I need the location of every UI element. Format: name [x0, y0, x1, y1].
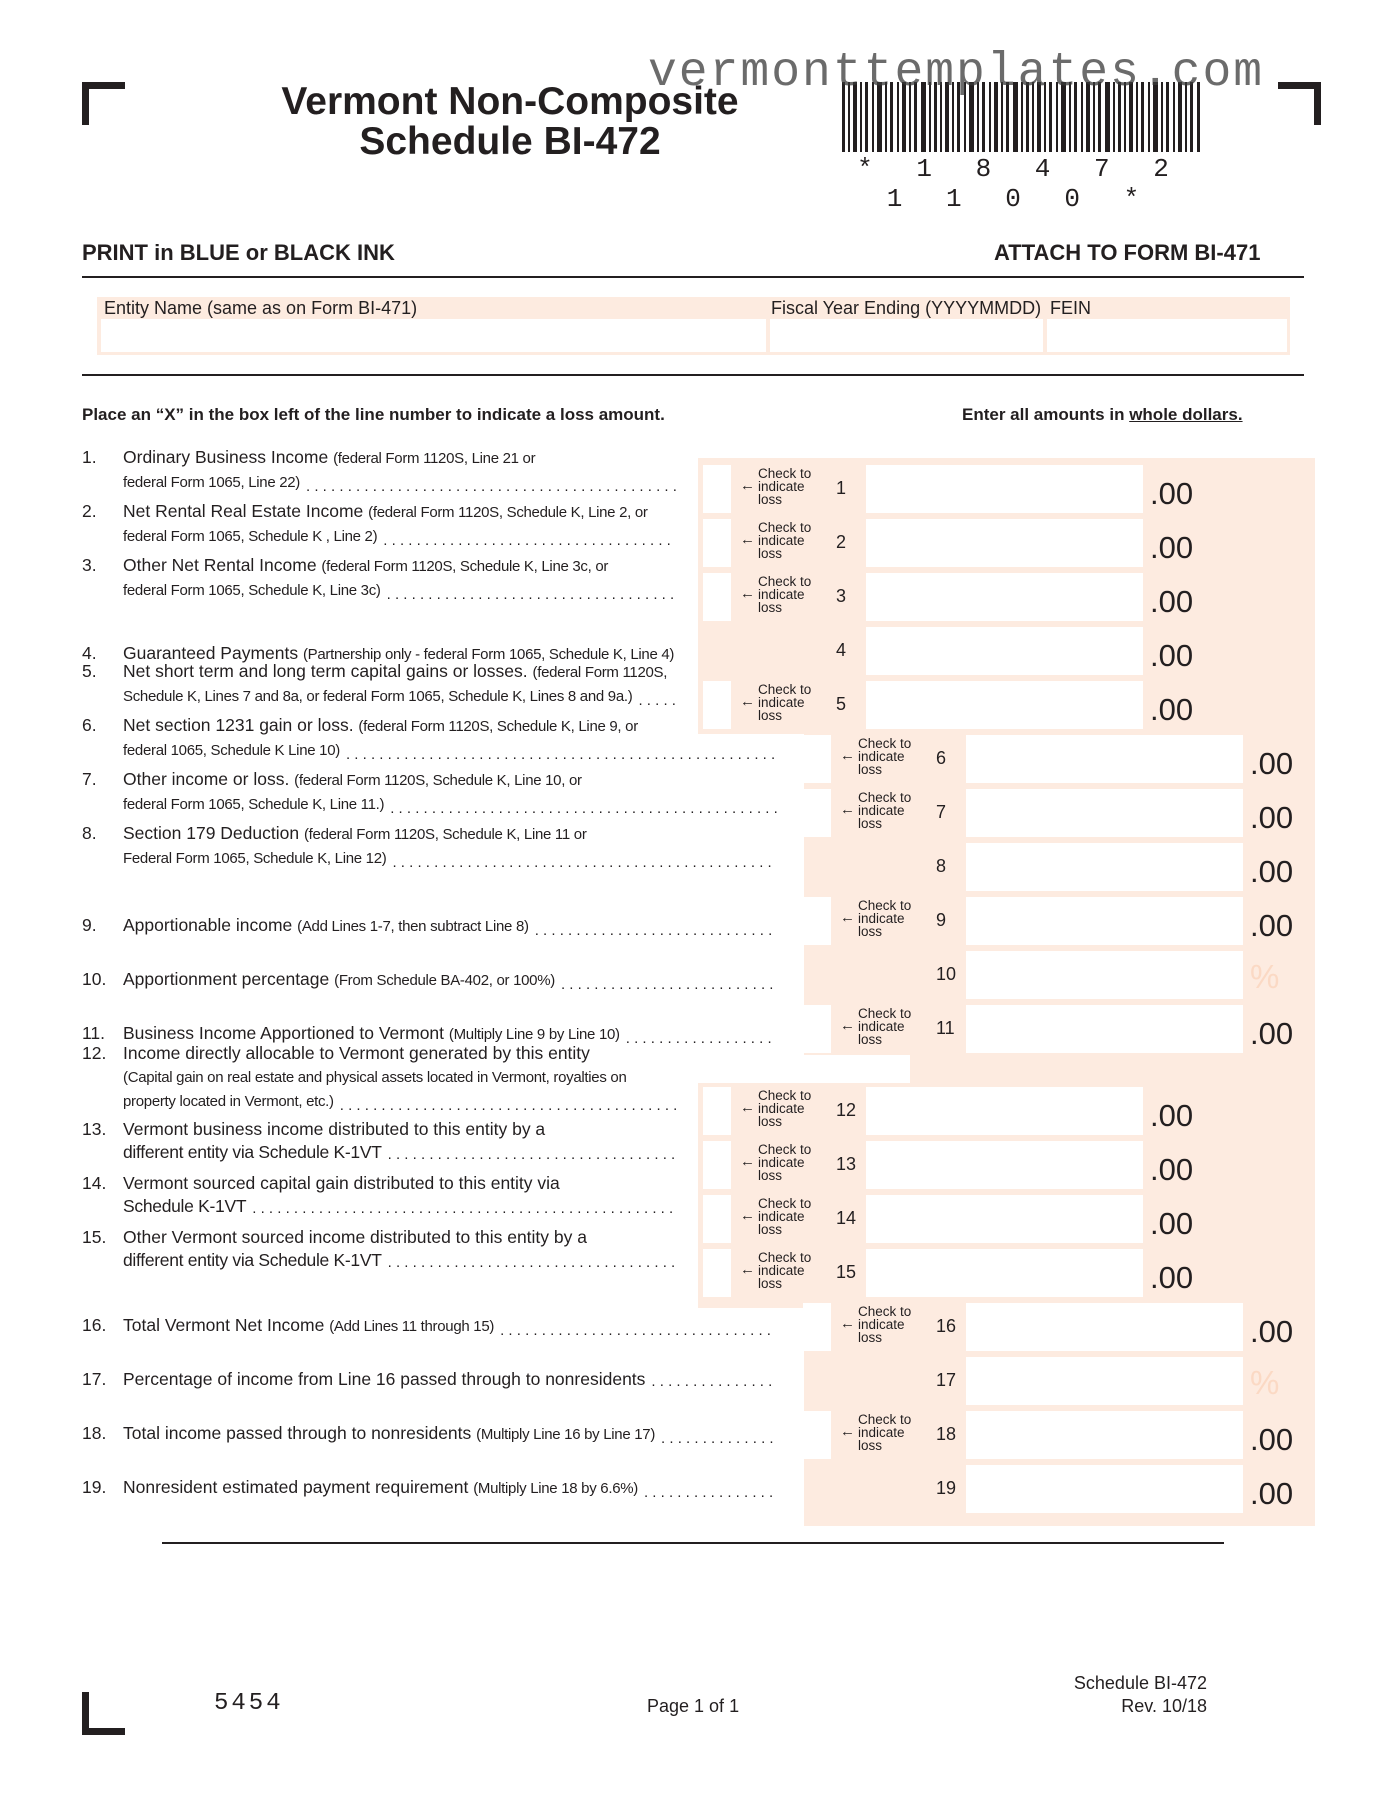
line-number: 9. — [82, 915, 97, 935]
corner-mark-top-right — [1278, 82, 1321, 125]
amount-line-number: 5 — [836, 694, 847, 714]
line-number: 16. — [82, 1315, 107, 1335]
check-loss-text: Check to indicate loss — [858, 898, 912, 939]
line-reference-note: (Multiply Line 18 by 6.6%) — [473, 1480, 638, 1497]
left-arrow-icon: ← — [840, 1315, 855, 1332]
line-number: 5. — [82, 661, 97, 681]
left-arrow-icon: ← — [840, 909, 855, 926]
leader-dots: . . . . . . . . . . . . . . . . . . . . . . . . . . . . . . . . . . . . . . . . . . . . . . . — [390, 800, 778, 817]
line-description — [123, 1422, 655, 1446]
line-main-text: Other Vermont sourced income distributed to this entity by a — [123, 1227, 587, 1247]
line-number: 13. — [82, 1119, 107, 1139]
amount-line-number: 6 — [936, 748, 947, 768]
cents-suffix: .00 — [1250, 746, 1294, 781]
amount-line-number: 1 — [836, 478, 847, 498]
amount-field-12[interactable] — [866, 1087, 1143, 1135]
form-title-line1: Vermont Non-Composite — [281, 80, 739, 123]
watermark-text: vermonttemplates.com — [648, 46, 1265, 100]
amount-field-1[interactable] — [866, 465, 1143, 513]
check-loss-text: Check to indicate loss — [758, 1196, 812, 1237]
amount-field-10[interactable] — [966, 951, 1243, 999]
line-reference-note: (From Schedule BA-402, or 100%) — [334, 972, 555, 989]
leader-dots: . . . . . . . . . . . . . . . . . . . . . . . . . . . . . . . . . — [500, 1322, 771, 1339]
line-reference-note: (federal Form 1120S, Schedule K, Line 2, or — [368, 504, 648, 521]
check-loss-text: Check to indicate loss — [858, 736, 912, 777]
cents-suffix: .00 — [1150, 476, 1194, 511]
loss-checkbox-3[interactable] — [703, 573, 731, 621]
attach-instruction: ATTACH TO FORM BI-471 — [994, 240, 1261, 265]
amount-line-number: 12 — [836, 1100, 857, 1120]
leader-dots: . . . . . . . . . . . . . . . . . . . . . . . . . . . . . . . . . . . . . . . . . — [339, 1097, 678, 1114]
left-arrow-icon: ← — [840, 1017, 855, 1034]
line-description — [123, 1476, 638, 1500]
entity-name-field[interactable] — [101, 319, 766, 352]
line-continuation: federal Form 1065, Line 22) — [123, 474, 301, 491]
line-reference-note: (Multiply Line 9 by Line 10) — [448, 1026, 620, 1043]
amount-field-17[interactable] — [966, 1357, 1243, 1405]
leader-dots: . . . . . . . . . . . . . . . . . . . . . . . . . . . . . . . . . . . . . . . . . . . . . . . . . . . . — [345, 746, 776, 763]
fein-field[interactable] — [1047, 319, 1287, 352]
loss-checkbox-15[interactable] — [703, 1249, 731, 1297]
amount-field-6[interactable] — [966, 735, 1243, 783]
amount-column-shade-link — [910, 1050, 1315, 1085]
amount-field-19[interactable] — [966, 1465, 1243, 1513]
line-number: 19. — [82, 1477, 107, 1497]
whole-dollars-prefix: Enter all amounts in — [962, 405, 1130, 424]
line-reference-note: (federal Form 1120S, Schedule K, Line 9, or — [358, 718, 638, 735]
corner-mark-top-left — [82, 82, 125, 125]
line-continuation: federal Form 1065, Schedule K, Line 3c) — [123, 582, 381, 599]
line-reference-note: (federal Form 1120S, Line 21 or — [333, 450, 536, 467]
check-loss-text: Check to indicate loss — [858, 790, 912, 831]
form-code: 5454 — [214, 1690, 284, 1717]
schedule-name: Schedule BI-472 — [1073, 1673, 1207, 1693]
amount-line-number: 7 — [936, 802, 947, 822]
check-loss-text: Check to indicate loss — [858, 1412, 912, 1453]
amount-field-16[interactable] — [966, 1303, 1243, 1351]
left-arrow-icon: ← — [740, 1153, 755, 1170]
line-number: 4. — [82, 643, 97, 663]
check-loss-text: Check to indicate loss — [858, 1304, 912, 1345]
left-arrow-icon: ← — [840, 1423, 855, 1440]
percent-sign: % — [1250, 1364, 1280, 1401]
amount-line-number: 10 — [936, 964, 957, 984]
left-arrow-icon: ← — [740, 1207, 755, 1224]
line-continuation: federal Form 1065, Schedule K, Line 11.) — [123, 796, 385, 813]
line-reference-note: (federal Form 1120S, Schedule K, Line 10, or — [294, 772, 582, 789]
amount-line-number: 2 — [836, 532, 847, 552]
line-continuation: different entity via Schedule K-1VT — [123, 1142, 382, 1162]
amount-line-number: 4 — [836, 640, 847, 660]
leader-dots: . . . . . . . . . . . . . . . . . . . . . . . . . . . . . . . . . . . . . . . . . . . . . — [306, 478, 677, 495]
line-number: 17. — [82, 1369, 107, 1389]
line-continuation: Schedule K, Lines 7 and 8a, or federal Form 1065, Schedule K, Lines 8 and 9a.) — [123, 688, 633, 705]
entity-name-label: Entity Name (same as on Form BI-471) — [104, 298, 418, 318]
line-reference-note: (Add Lines 11 through 15) — [329, 1318, 495, 1335]
fiscal-year-label: Fiscal Year Ending (YYYYMMDD) — [771, 298, 1042, 318]
leader-dots: . . . . . . . . . . . . . . . . . . . . . . . . . . . . . — [534, 922, 773, 939]
form-title-line2: Schedule BI-472 — [359, 120, 661, 163]
amount-line-number: 15 — [836, 1262, 857, 1282]
line-main-text: Section 179 Deduction — [123, 823, 304, 843]
line-number: 2. — [82, 501, 97, 521]
line-number: 11. — [82, 1023, 106, 1043]
amount-line-number: 11 — [936, 1018, 955, 1038]
leader-dots: . . . . . . . . . . . . . . . . . . . . . . . . . . . . . . . . . . . — [387, 1146, 676, 1163]
line-continuation: federal 1065, Schedule K Line 10) — [123, 742, 340, 759]
amount-field-15[interactable] — [866, 1249, 1143, 1297]
line-main-text: Apportionable income — [123, 915, 298, 935]
loss-checkbox-9[interactable] — [803, 897, 831, 945]
amount-field-9[interactable] — [966, 897, 1243, 945]
cents-suffix: .00 — [1250, 1314, 1294, 1349]
leader-dots: . . . . . . . . . . . . . . . . . . . . . . . . . . . . . . . . . . . — [383, 532, 671, 549]
revision-date: Rev. 10/18 — [1121, 1696, 1207, 1716]
check-loss-text: Check to indicate loss — [758, 574, 812, 615]
print-instruction: PRINT in BLUE or BLACK INK — [82, 240, 395, 265]
line-continuation: (Capital gain on real estate and physical assets located in Vermont, royalties on — [123, 1069, 627, 1086]
amount-line-number: 16 — [936, 1316, 957, 1336]
leader-dots: . . . . . . . . . . . . . . . . . . . . . . . . . . . . . . . . . . . . . . . . . . . . . . . . . . . — [252, 1200, 674, 1217]
left-arrow-icon: ← — [740, 477, 755, 494]
line-main-text: Nonresident estimated payment requirement — [123, 1477, 474, 1497]
cents-suffix: .00 — [1150, 692, 1194, 727]
line-main-text: Total Vermont Net Income — [123, 1315, 330, 1335]
loss-checkbox-18[interactable] — [803, 1411, 831, 1459]
line-main-text: Other Net Rental Income — [123, 555, 322, 575]
amount-field-13[interactable] — [866, 1141, 1143, 1189]
line-main-text: Total income passed through to nonresidents — [123, 1423, 477, 1443]
line-main-text: Vermont business income distributed to this entity by a — [123, 1119, 546, 1139]
check-loss-text: Check to indicate loss — [758, 466, 812, 507]
amount-line-number: 9 — [936, 910, 947, 930]
left-arrow-icon: ← — [740, 531, 755, 548]
amount-field-2[interactable] — [866, 519, 1143, 567]
left-arrow-icon: ← — [740, 693, 755, 710]
line-number: 6. — [82, 715, 97, 735]
form-line-8 — [82, 822, 902, 892]
line-main-text: Net section 1231 gain or loss. — [123, 715, 359, 735]
left-arrow-icon: ← — [840, 747, 855, 764]
header-rule — [82, 276, 1304, 278]
amount-line-number: 19 — [936, 1478, 957, 1498]
line-number: 15. — [82, 1227, 107, 1247]
line-main-text: Other income or loss. — [123, 769, 295, 789]
leader-dots: . . . . . . . . . . . . . . . . . . — [625, 1030, 772, 1047]
leader-dots: . . . . . . . . . . . . . . . . — [643, 1484, 774, 1501]
line-number: 10. — [82, 969, 107, 989]
leader-dots: . . . . . . . . . . . . . . . — [651, 1373, 773, 1390]
line-continuation: Schedule K-1VT — [123, 1196, 247, 1216]
check-loss-text: Check to indicate loss — [758, 1142, 812, 1183]
line-main-text: Net Rental Real Estate Income — [123, 501, 369, 521]
line-main-text: Income directly allocable to Vermont generated by this entity — [123, 1043, 590, 1063]
amount-line-number: 8 — [936, 856, 947, 876]
amount-line-number: 17 — [936, 1370, 957, 1390]
line-number: 1. — [82, 447, 97, 467]
cents-suffix: .00 — [1250, 1422, 1294, 1457]
amount-line-number: 3 — [836, 586, 847, 606]
page-number: Page 1 of 1 — [647, 1696, 740, 1716]
cents-suffix: .00 — [1150, 1098, 1194, 1133]
line-continuation-2: property located in Vermont, etc.) — [123, 1093, 334, 1110]
check-loss-text: Check to indicate loss — [758, 1088, 812, 1129]
line-main-text: Guaranteed Payments — [123, 643, 303, 663]
amount-field-7[interactable] — [966, 789, 1243, 837]
line-description — [123, 914, 529, 938]
amount-field-18[interactable] — [966, 1411, 1243, 1459]
leader-dots: . . . . . . . . . . . . . . . . . . . . . . . . . . . . . . . . . . . — [387, 1254, 676, 1271]
amount-field-5[interactable] — [866, 681, 1143, 729]
line-reference-note: (federal Form 1120S, — [532, 664, 668, 681]
amount-field-4[interactable] — [866, 627, 1143, 675]
line-number: 7. — [82, 769, 97, 789]
cents-suffix: .00 — [1150, 1152, 1194, 1187]
cents-suffix: .00 — [1250, 800, 1294, 835]
line-main-text: Vermont sourced capital gain distributed to this entity via — [123, 1173, 560, 1193]
check-loss-text: Check to indicate loss — [758, 520, 812, 561]
line-reference-note: (federal Form 1120S, Schedule K, Line 11 or — [303, 826, 587, 843]
cents-suffix: .00 — [1150, 1206, 1194, 1241]
leader-dots: . . . . . . . . . . . . . . . . . . . . . . . . . . . . . . . . . . . — [386, 586, 675, 603]
cents-suffix: .00 — [1250, 1476, 1294, 1511]
corner-mark-bottom-left — [82, 1692, 125, 1735]
whole-dollars-emphasis: whole dollars. — [1129, 405, 1243, 424]
line-continuation: Federal Form 1065, Schedule K, Line 12) — [123, 850, 387, 867]
line-main-text: Ordinary Business Income — [123, 447, 334, 467]
amount-field-11[interactable] — [966, 1005, 1243, 1053]
line-reference-note: (Multiply Line 16 by Line 17) — [476, 1426, 656, 1443]
cents-suffix: .00 — [1150, 638, 1194, 673]
left-arrow-icon: ← — [740, 1099, 755, 1116]
cents-suffix: .00 — [1150, 1260, 1194, 1295]
barcode-number: * 1 8 4 7 2 1 1 0 0 * — [857, 154, 1183, 214]
line-continuation: federal Form 1065, Schedule K , Line 2) — [123, 528, 378, 545]
line-number: 12. — [82, 1043, 107, 1063]
leader-dots: . . . . . . . . . . . . . . — [661, 1430, 774, 1447]
amount-field-14[interactable] — [866, 1195, 1143, 1243]
loss-checkbox-16[interactable] — [803, 1303, 831, 1351]
line-main-text: Percentage of income from Line 16 passed through to nonresidents — [123, 1369, 646, 1389]
amount-field-8[interactable] — [966, 843, 1243, 891]
line-description — [123, 968, 555, 992]
amount-line-number: 14 — [836, 1208, 857, 1228]
check-loss-text: Check to indicate loss — [858, 1006, 912, 1047]
entity-rule — [82, 374, 1304, 376]
line-description — [123, 660, 667, 708]
cents-suffix: .00 — [1250, 854, 1294, 889]
line-number: 3. — [82, 555, 97, 575]
line-reference-note: (federal Form 1120S, Schedule K, Line 3c, or — [321, 558, 609, 575]
amount-field-3[interactable] — [866, 573, 1143, 621]
check-loss-text: Check to indicate loss — [758, 1250, 812, 1291]
line-main-text: Business Income Apportioned to Vermont — [123, 1023, 449, 1043]
cents-suffix: .00 — [1250, 1016, 1294, 1051]
line-reference-note: (Add Lines 1-7, then subtract Line 8) — [297, 918, 529, 935]
line-number: 14. — [82, 1173, 107, 1193]
leader-dots: . . . . . . . . . . . . . . . . . . . . . . . . . . — [560, 976, 774, 993]
left-arrow-icon: ← — [840, 801, 855, 818]
fiscal-year-field[interactable] — [770, 319, 1043, 352]
check-loss-text: Check to indicate loss — [758, 682, 812, 723]
line-main-text: Apportionment percentage — [123, 969, 335, 989]
percent-sign: % — [1250, 958, 1280, 995]
form-line-19 — [82, 1476, 902, 1546]
line-number: 8. — [82, 823, 97, 843]
left-arrow-icon: ← — [740, 1261, 755, 1278]
leader-dots: . . . . . . . . . . . . . . . . . . . . . . . . . . . . . . . . . . . . . . . . . . . . . . — [392, 854, 772, 871]
whole-dollars-instruction — [962, 405, 1243, 425]
line-number: 18. — [82, 1423, 107, 1443]
line-description — [123, 1314, 494, 1338]
cents-suffix: .00 — [1150, 584, 1194, 619]
cents-suffix: .00 — [1150, 530, 1194, 565]
line-main-text: Net short term and long term capital gains or losses. — [123, 661, 533, 681]
loss-instruction: Place an “X” in the box left of the line number to indicate a loss amount. — [82, 405, 665, 424]
line-continuation: different entity via Schedule K-1VT — [123, 1250, 382, 1270]
amount-line-number: 13 — [836, 1154, 857, 1174]
cents-suffix: .00 — [1250, 908, 1294, 943]
line-description — [123, 1368, 645, 1391]
fein-label: FEIN — [1050, 298, 1092, 318]
left-arrow-icon: ← — [740, 585, 755, 602]
amount-line-number: 18 — [936, 1424, 957, 1444]
leader-dots: . . . . . — [638, 692, 676, 709]
line-reference-note: (Partnership only - federal Form 1065, Schedule K, Line 4) — [302, 646, 675, 663]
bottom-rule — [162, 1542, 1224, 1544]
